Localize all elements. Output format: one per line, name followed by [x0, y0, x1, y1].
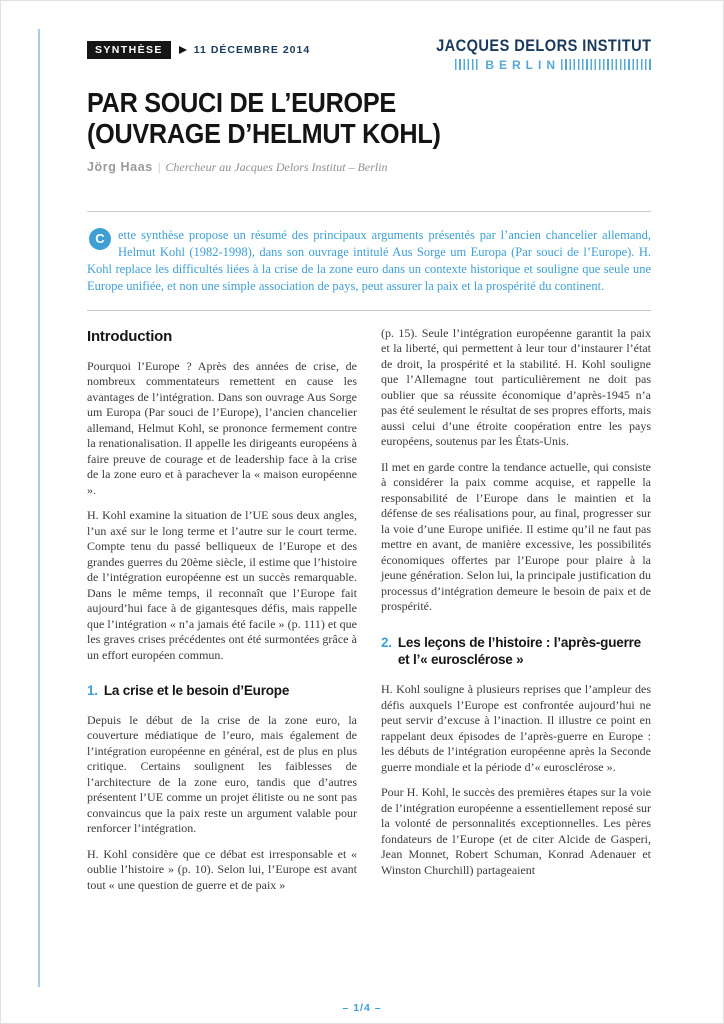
author-role: Chercheur au Jacques Delors Institut – Berlin	[165, 159, 388, 174]
section-number: 1.	[87, 683, 98, 699]
paragraph: (p. 15). Seule l’intégration européenne garantit la paix et la liberté, qui permettent à leur tour d’instaurer l’état de droit, la prospérité et la stabilité. H. Kohl souligne que l’Allemagne tout particulièrement ne doit pas oublier que sa réussite économique d’après-1945 n’a pas été seulement le résultat de ses propres efforts, mais aussi celui d’une étroite coopération entre les pays européens, soutenus par les États-Unis.	[381, 325, 651, 449]
synthese-badge: SYNTHÈSE	[87, 41, 171, 59]
abstract-text: ette synthèse propose un résumé des principaux arguments présentés par l’ancien chancelier allemand, Helmut Kohl (1982-1998), dans son ouvrage intitulé Aus Sorge um Europa (Par souci de l’Europe). H. Kohl replace les difficultés liées à la crise de la zone euro dans un contexte historique et souligne que seule une Europe unifiée, et non une simple association de pays, peut assurer la paix et la prospérité du continent.	[87, 227, 651, 293]
section-title: Les leçons de l’histoire : l’après-guerre et l’« eurosclérose »	[397, 634, 641, 668]
section-number: 2.	[381, 634, 392, 650]
section-2-heading	[381, 634, 651, 669]
title-line-2: (OUVRAGE D’HELMUT KOHL)	[87, 118, 441, 150]
intro-heading: Introduction	[87, 327, 173, 345]
dropcap-badge: C	[89, 228, 111, 250]
paragraph: Il met en garde contre la tendance actuelle, qui consiste à considérer la paix comme acquise, et rappelle la responsabilité de l’Europe dans le maintien et la défense de ses réalisations pour, au final, progresser sur la voie d’une Europe unifiée. Il estime qu’il ne faut pas mettre en avant, de manière excessive, les possibilités économiques offertes par l’Europe pour plaire à la jeune génération. Selon lui, la principale justification du processus d’intégration demeure le besoin de paix et de prospérité.	[381, 459, 651, 614]
document-title	[87, 87, 595, 150]
badge-row	[87, 41, 310, 59]
section-title: La crise et le besoin d’Europe	[103, 683, 290, 699]
divider-bottom	[87, 310, 651, 311]
logo-city-row	[401, 59, 651, 71]
byline-separator: |	[157, 159, 161, 174]
left-accent-line	[38, 29, 40, 987]
paragraph: H. Kohl considère que ce débat est irresponsable et « oublie l’histoire » (p. 10). Selon lui, l’Europe est avant tout « une question de guerre et de paix »	[87, 846, 357, 892]
body-columns	[87, 326, 651, 904]
right-column	[381, 326, 651, 904]
author-name: Jörg Haas	[87, 159, 153, 174]
paragraph: Pour H. Kohl, le succès des premières étapes sur la voie de l’intégration européenne a essentiellement reposé sur la volonté de personnalités exceptionnelles. Les pères fondateurs de l’Europe (et de citer Alcide de Gasperi, Jean Monnet, Robert Schuman, Konrad Adenauer et Winston Churchill) partageaient	[381, 785, 651, 877]
arrow-right-icon	[179, 46, 187, 54]
divider-top	[87, 211, 651, 212]
left-column	[87, 326, 357, 904]
barcode-right-icon	[561, 59, 651, 70]
logo-institute-name: JACQUES DELORS INSTITUT	[435, 36, 651, 55]
paragraph: H. Kohl examine la situation de l’UE sous deux angles, l’un axé sur le long terme et l’autre sur le court terme. Compte tenu du passé belliqueux de l’Europe et des grandes guerres du 20ème siècle, il estime que l’histoire de l’intégration européenne est un succès remarquable. Dans le même temps, il reconnaît que l’Europe fait aujourd’hui face à de gigantesques défis, mais rappelle que l’intégration « n’a jamais été facile » (p. 111) et que les graves crises précédentes ont été surmontées grâce à un effort européen commun.	[87, 508, 357, 662]
title-line-1: PAR SOUCI DE L’EUROPE	[87, 86, 396, 118]
paragraph: Depuis le début de la crise de la zone euro, la couverture médiatique de l’euro, mais également de l’intégration européenne en général, est de plus en plus critique. Certains soulignent les faiblesses de l’architecture de la zone euro, tandis que d’autres présentent l’UE comme un projet élitiste ou ne sont pas convaincus que la paix reste un argument valable pour renforcer l’intégration.	[87, 712, 357, 836]
institute-logo	[401, 37, 651, 71]
paragraph: H. Kohl souligne à plusieurs reprises que l’ampleur des défis auxquels l’Europe est confrontée aujourd’hui ne peut servir d’excuse à l’inaction. Il illustre ce point en rappelant deux épisodes de l’après-guerre en Europe : les débuts de l’intégration européenne après la Seconde guerre mondiale et la période d’« eurosclérose ».	[381, 682, 651, 774]
byline	[87, 160, 651, 175]
section-1-heading	[87, 682, 357, 700]
masthead	[87, 37, 651, 71]
paragraph: Pourquoi l’Europe ? Après des années de crise, de nombreux commentateurs remettent en cause les avantages de l’intégration. Dans son ouvrage Aus Sorge um Europa (Par souci de l’Europe), l’ancien chancelier allemand, Helmut Kohl, se prononce fermement contre la renationalisation. Il appelle les dirigeants européens à faire preuve de courage et de leadership face à la crise de la zone euro et à parachever la « maison européenne ».	[87, 358, 357, 497]
abstract	[87, 227, 651, 295]
logo-city: BERLIN	[485, 57, 560, 72]
publication-date: 11 DÉCEMBRE 2014	[193, 43, 311, 56]
barcode-left-icon	[455, 59, 479, 70]
page-number: – 1/4 –	[342, 1001, 382, 1014]
